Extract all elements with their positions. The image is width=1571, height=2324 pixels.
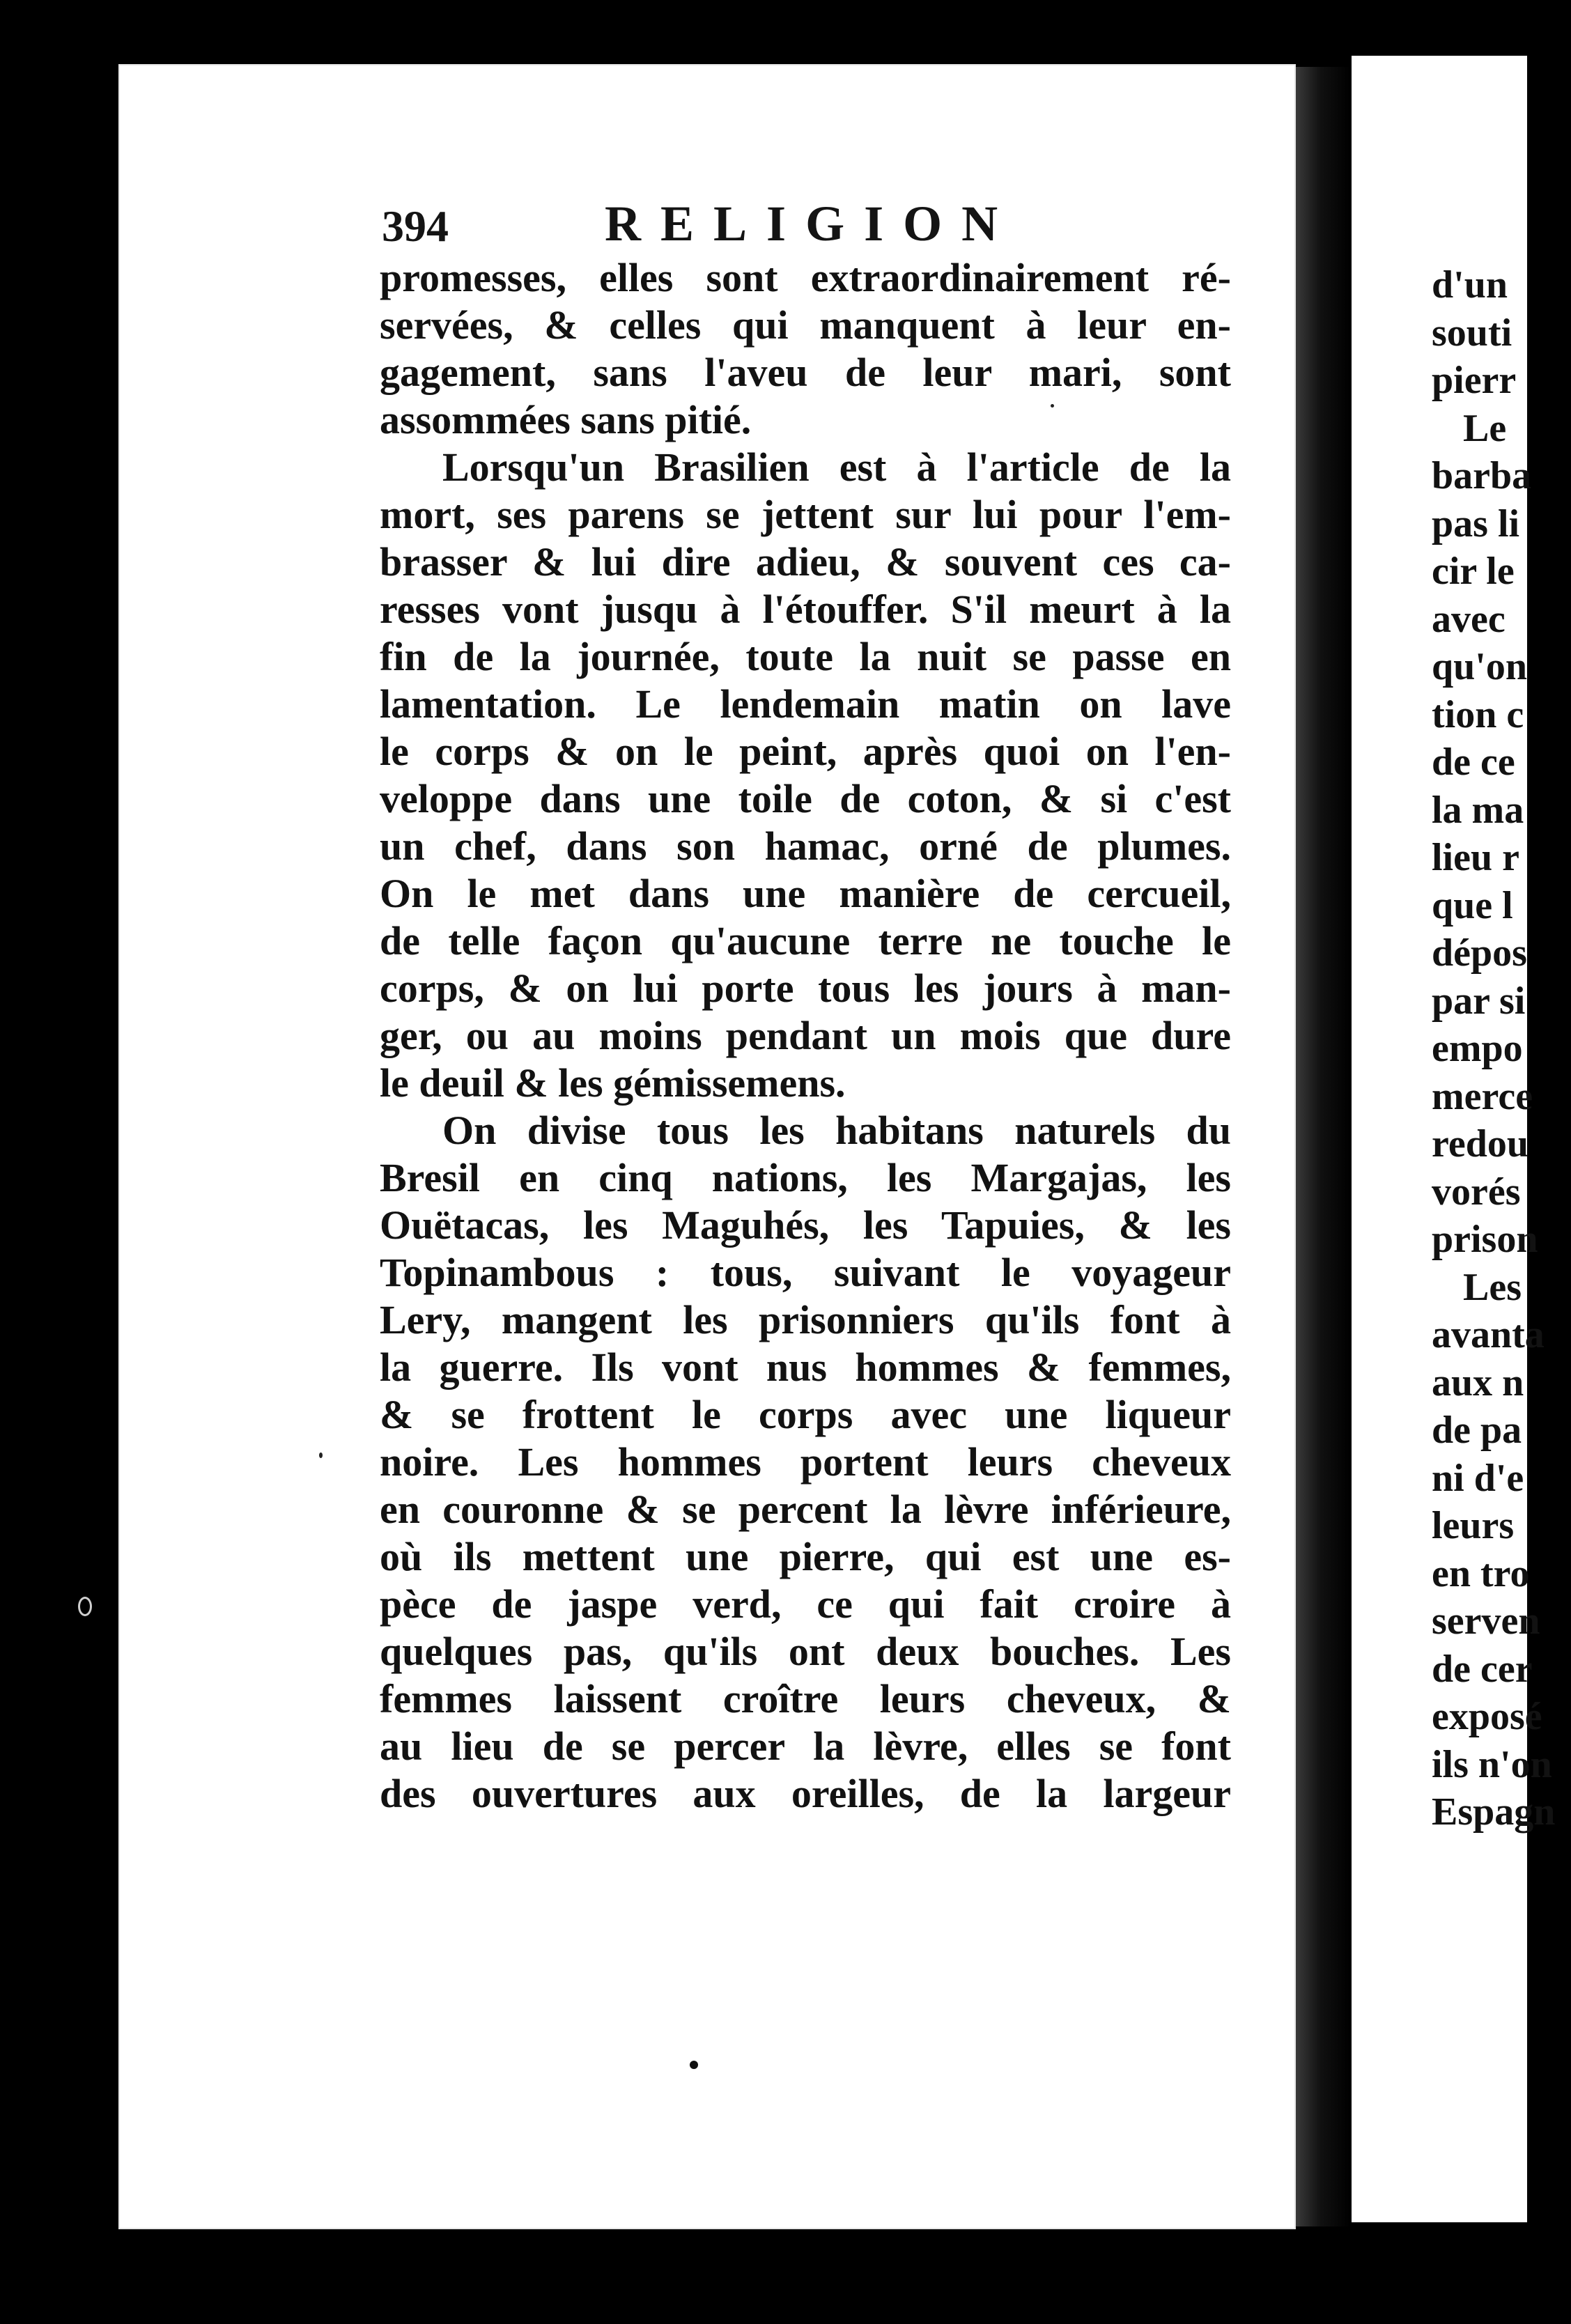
facing-line: aux n <box>1432 1361 1524 1404</box>
facing-line: lieu r <box>1432 836 1519 879</box>
body-text <box>380 254 1231 1857</box>
text-line: & se frottent le corps avec une liqueur <box>380 1392 1231 1437</box>
facing-line: prison <box>1432 1218 1538 1261</box>
text-line: resses vont jusqu à l'étouffer. S'il meurt à la <box>380 587 1231 632</box>
facing-line: barba <box>1432 454 1532 497</box>
facing-line: la ma <box>1432 788 1524 832</box>
facing-line: vorés <box>1432 1170 1521 1214</box>
text-line: au lieu de se percer la lèvre, elles se font <box>380 1723 1231 1769</box>
text-line: Topinambous : tous, suivant le voyageur <box>380 1250 1231 1295</box>
facing-line: en tro <box>1432 1551 1530 1595</box>
text-line: femmes laissent croître leurs cheveux, & <box>380 1676 1231 1721</box>
running-head <box>382 188 1246 258</box>
facing-line: que l <box>1432 883 1513 927</box>
text-line: corps, & on lui porte tous les jours à man- <box>380 966 1231 1011</box>
text-line: On divise tous les habitans naturels du <box>442 1108 1231 1153</box>
facing-line: de pa <box>1432 1409 1522 1452</box>
text-line: On le met dans une manière de cercueil, <box>380 871 1231 916</box>
text-line: veloppe dans une toile de coton, & si c'est <box>380 776 1231 821</box>
margin-mark <box>78 1597 92 1616</box>
ink-speck <box>1051 404 1054 408</box>
text-line: la guerre. Ils vont nus hommes & femmes, <box>380 1345 1231 1390</box>
ink-dot <box>690 2061 698 2069</box>
facing-line: qu'on <box>1432 645 1527 688</box>
facing-line: avec <box>1432 597 1506 641</box>
text-line: lamentation. Le lendemain matin on lave <box>380 681 1231 727</box>
text-line: le corps & on le peint, après quoi on l'en- <box>380 729 1231 774</box>
facing-line: cir le <box>1432 550 1515 593</box>
text-line: fin de la journée, toute la nuit se passe en <box>380 634 1231 679</box>
text-line: le deuil & les gémissemens. <box>380 1060 846 1106</box>
facing-line: de cer <box>1432 1647 1533 1691</box>
text-line: Bresil en cinq nations, les Margajas, les <box>380 1155 1231 1200</box>
text-line: de telle façon qu'aucune terre ne touche le <box>380 918 1231 963</box>
facing-page-text <box>1432 261 1571 1836</box>
ink-speck <box>319 1452 323 1458</box>
facing-line: Le <box>1463 406 1507 450</box>
facing-line: merce <box>1432 1074 1533 1118</box>
text-line: pèce de jaspe verd, ce qui fait croire à <box>380 1581 1231 1627</box>
facing-line: redou <box>1432 1122 1529 1165</box>
text-line: Ouëtacas, les Maguhés, les Tapuies, & les <box>380 1202 1231 1248</box>
facing-line: pierr <box>1432 359 1517 402</box>
text-line: Lorsqu'un Brasilien est à l'article de la <box>442 444 1231 490</box>
text-line: noire. Les hommes portent leurs cheveux <box>380 1439 1231 1485</box>
text-line: mort, ses parens se jettent sur lui pour l'em- <box>380 492 1231 537</box>
text-line: où ils mettent une pierre, qui est une es- <box>380 1534 1231 1579</box>
facing-line: exposé <box>1432 1695 1542 1738</box>
facing-line: empo <box>1432 1027 1523 1070</box>
facing-line: Espagn <box>1432 1790 1556 1834</box>
text-line: brasser & lui dire adieu, & souvent ces ca- <box>380 539 1231 584</box>
text-line: assommées sans pitié. <box>380 397 752 442</box>
facing-line: souti <box>1432 311 1512 355</box>
facing-line: serven <box>1432 1599 1540 1643</box>
text-line: en couronne & se percent la lèvre inférieure, <box>380 1487 1231 1532</box>
book-gutter <box>1296 67 1350 2226</box>
facing-line: ni d'e <box>1432 1456 1524 1500</box>
text-line: Lery, mangent les prisonniers qu'ils font à <box>380 1297 1231 1342</box>
facing-line: pas li <box>1432 502 1520 545</box>
facing-line: de ce <box>1432 741 1515 784</box>
page-number: 394 <box>382 201 449 251</box>
running-title: RELIGION <box>605 196 1018 251</box>
text-line: des ouvertures aux oreilles, de la largeur <box>380 1771 1231 1816</box>
text-line: promesses, elles sont extraordinairement ré- <box>380 255 1231 300</box>
facing-line: leurs <box>1432 1504 1515 1547</box>
facing-line: d'un <box>1432 263 1508 307</box>
facing-line: Les <box>1463 1265 1522 1309</box>
facing-line: avanta <box>1432 1313 1545 1356</box>
facing-line: tion c <box>1432 692 1524 736</box>
facing-line: ils n'on <box>1432 1742 1552 1786</box>
facing-line: par si <box>1432 979 1526 1023</box>
text-line: un chef, dans son hamac, orné de plumes. <box>380 823 1231 869</box>
text-line: servées, & celles qui manquent à leur en- <box>380 302 1231 348</box>
facing-line: dépos <box>1432 931 1527 975</box>
text-line: gagement, sans l'aveu de leur mari, sont <box>380 350 1231 395</box>
text-line: quelques pas, qu'ils ont deux bouches. Les <box>380 1629 1231 1674</box>
text-line: ger, ou au moins pendant un mois que dure <box>380 1013 1231 1058</box>
